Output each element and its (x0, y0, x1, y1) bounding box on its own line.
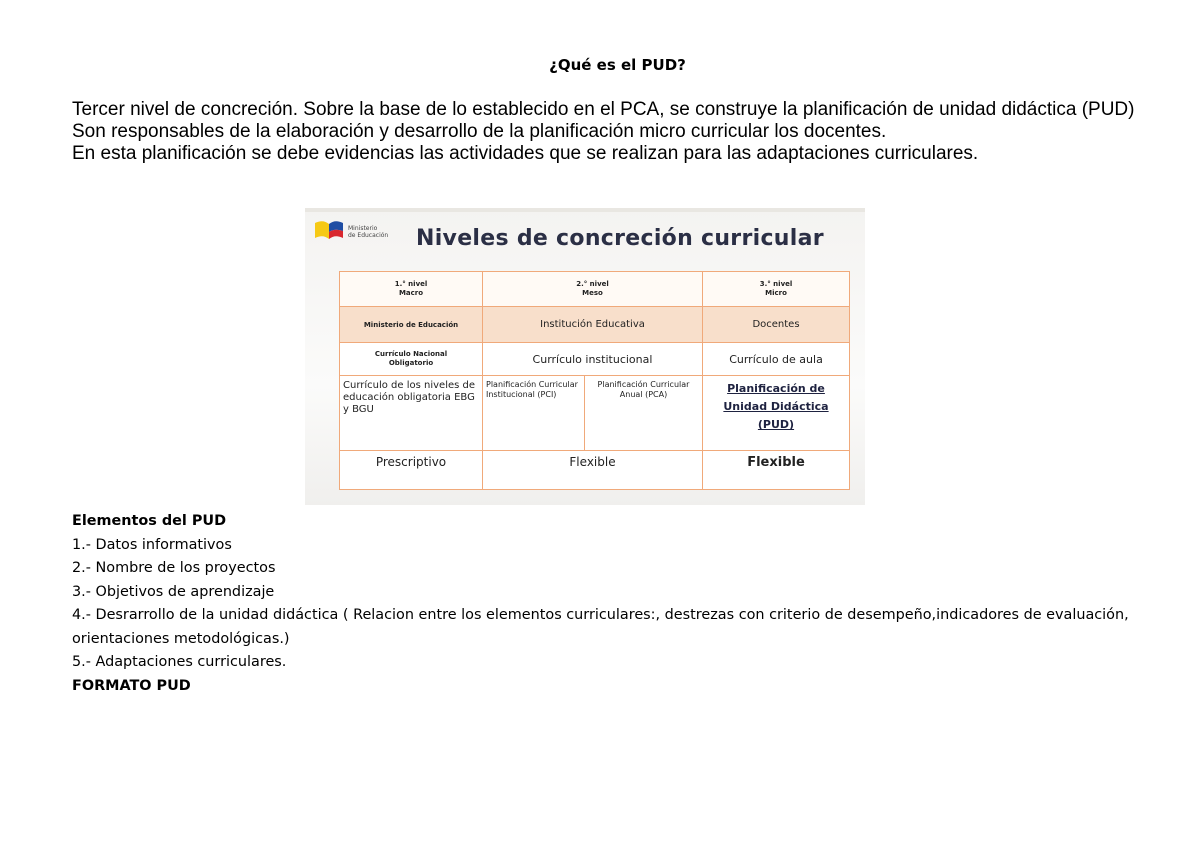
intro-line-1: Tercer nivel de concreción. Sobre la base de lo establecido en el PCA, se construye la planificación de unidad didáctica (PUD) (72, 99, 1135, 120)
page-title: ¿Qué es el PUD? (549, 56, 686, 74)
elements-heading: Elementos del PUD (72, 513, 227, 529)
slide-top-bar (305, 208, 865, 212)
cell-curriculum-micro: Currículo de aula (703, 343, 850, 376)
ministry-logo (313, 219, 403, 241)
cell-actor-macro: Ministerio de Educación (340, 307, 483, 343)
cell-curriculum-macro: Currículo Nacional Obligatorio (340, 343, 483, 376)
cell-document-pud: Planificación de Unidad Didáctica (PUD) (703, 376, 850, 451)
cell-document-pci: Planificación Curricular Institucional (PCI) (483, 376, 585, 451)
cell-level-2: 2.° nivel Meso (483, 272, 703, 307)
slide-title: Niveles de concreción curricular (416, 226, 824, 251)
format-pud-label: FORMATO PUD (72, 677, 191, 694)
cell-document-pca: Planificación Curricular Anual (PCA) (585, 376, 703, 451)
cell-nature-meso: Flexible (483, 451, 703, 490)
element-item-1: 1.- Datos informativos (72, 536, 232, 553)
element-item-5: 5.- Adaptaciones curriculares. (72, 654, 287, 670)
pud-elements-section (72, 510, 1162, 698)
table-row-documents (340, 376, 850, 451)
intro-line-2: Son responsables de la elaboración y desarrollo de la planificación micro curricular los docentes. (72, 121, 887, 142)
cell-curriculum-meso: Currículo institucional (483, 343, 703, 376)
concretion-levels-slide-image (305, 208, 865, 505)
cell-level-1: 1.° nivel Macro (340, 272, 483, 307)
table-row-curriculum (340, 343, 850, 376)
concretion-levels-table (339, 271, 850, 490)
ministry-logo-icon (313, 219, 345, 241)
table-row-levels (340, 272, 850, 307)
element-item-3: 3.- Objetivos de aprendizaje (72, 583, 275, 600)
cell-actor-micro: Docentes (703, 307, 850, 343)
ministry-logo-text: Ministerio de Educación (348, 225, 389, 239)
cell-document-macro: Currículo de los niveles de educación obligatoria EBG y BGU (340, 376, 483, 451)
element-item-2: 2.- Nombre de los proyectos (72, 560, 276, 576)
element-item-4: 4.- Desrarrollo de la unidad didáctica ( Relacion entre los elementos curriculares:, destrezas con criterio de desempeño,indicadores de evaluación, orientaciones metodológicas.) (72, 607, 1129, 647)
cell-nature-micro: Flexible (703, 451, 850, 490)
cell-actor-meso: Institución Educativa (483, 307, 703, 343)
table-row-nature (340, 451, 850, 490)
cell-level-3: 3.° nivel Micro (703, 272, 850, 307)
cell-nature-macro: Prescriptivo (340, 451, 483, 490)
intro-line-3: En esta planificación se debe evidencias las actividades que se realizan para las adaptaciones curriculares. (72, 143, 979, 164)
table-row-actors (340, 307, 850, 343)
intro-paragraphs (72, 99, 1162, 165)
